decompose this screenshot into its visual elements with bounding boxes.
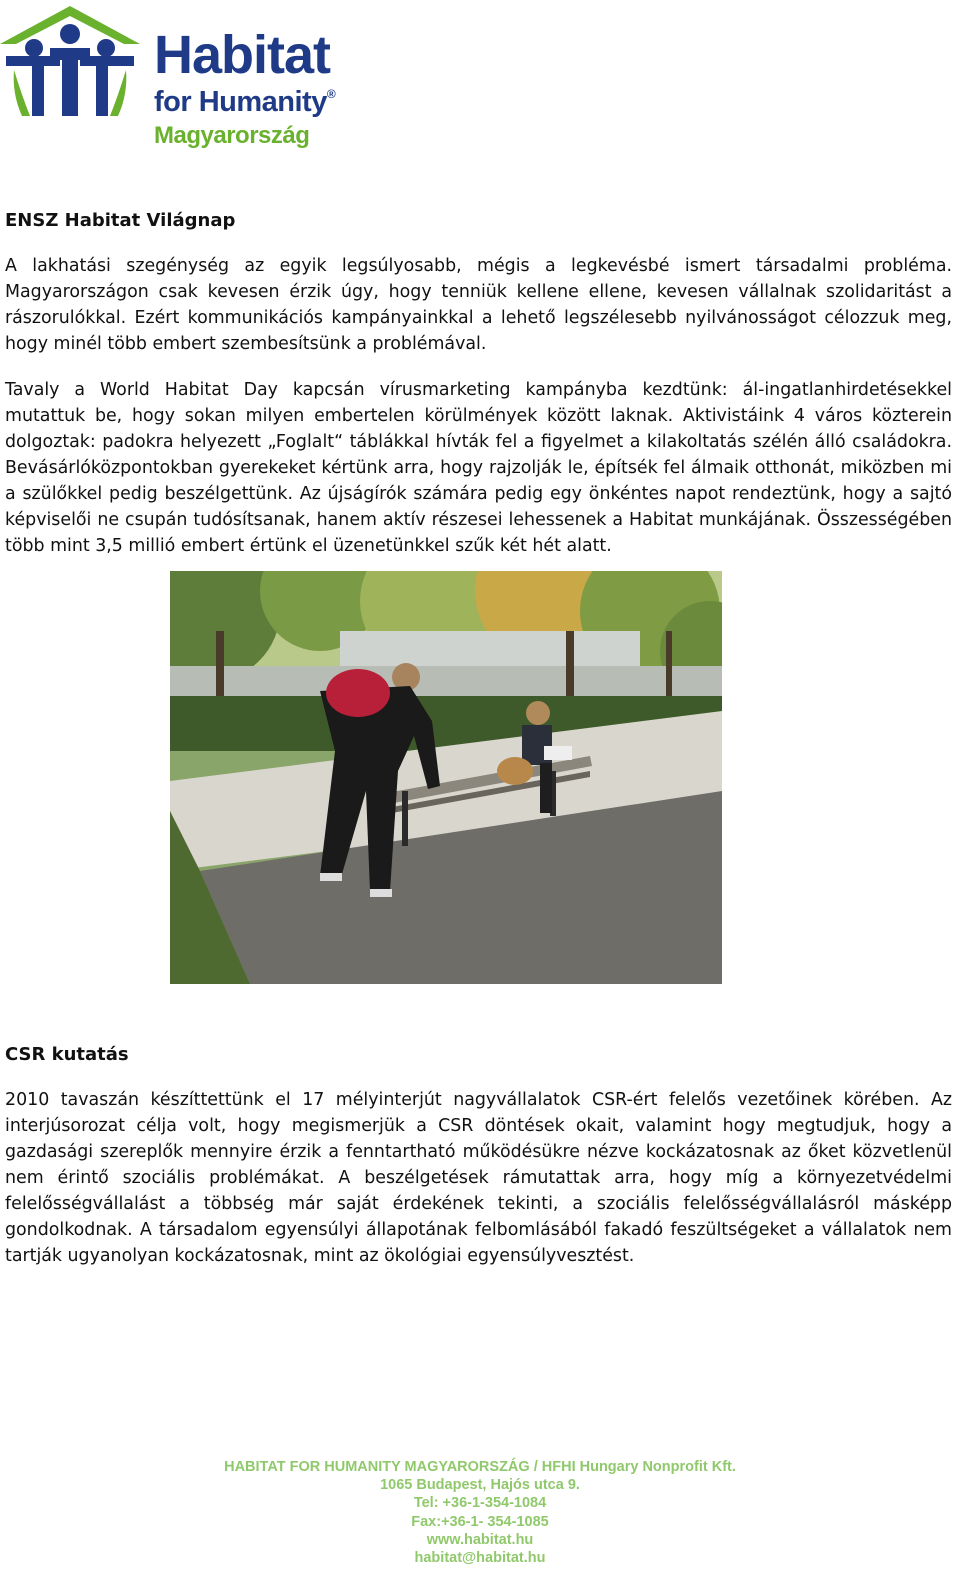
logo-text-for-humanity: for Humanity® bbox=[154, 86, 336, 118]
footer-fax: Fax:+36-1- 354-1085 bbox=[411, 1513, 549, 1530]
habitat-logo bbox=[0, 4, 360, 154]
paragraph-text: A lakhatási szegénység az egyik legsúlyosabb, mégis a legkevésbé ismert társadalmi probléma. Magyarországon csak kevesen érzik úgy, hogy tenniük kellene ellene, kevesen vállalnak szolidaritást a rászorulókkal. Ezért kommunikációs kampányainkkal a lehető legszélesebb nyilvánosságot célozzuk meg, hogy minél több embert szembesítsünk a problémával. bbox=[5, 256, 952, 354]
paragraph-text: Tavaly a World Habitat Day kapcsán vírusmarketing kampányba kezdtünk: ál-ingatlanhirdetésekkel mutattuk be, hogy sokan milyen embertelen körülmények között laknak. Aktivistáink 4 város közterein dolgoztak: padokra helyezett „Foglalt“ táblákkal hívták fel a figyelmet a kilakoltatás szélén álló családokra. Bevásárlóközpontokban gyerekeket kértünk arra, hogy rajzolják le, építsék fel álmaik otthonát, miközben mi a szülőkkel pedig beszélgettünk. Az újságírók számára pedig egy önkéntes napot rendeztünk, hogy a sajtó képviselői ne csupán tudósítsanak, hanem aktív részesei lehessenek a Habitat munkájának. Összességében több mint 3,5 millió embert értünk el üzenetünkkel szűk két hét alatt. bbox=[5, 380, 952, 556]
logo-text-country: Magyarország bbox=[154, 122, 310, 149]
section-csr-research bbox=[5, 1044, 952, 1065]
section-world-habitat-day bbox=[5, 210, 952, 231]
footer-phone: Tel: +36-1-354-1084 bbox=[413, 1495, 547, 1512]
footer-contact bbox=[0, 1458, 960, 1567]
footer-address: 1065 Budapest, Hajós utca 9. bbox=[380, 1477, 580, 1494]
paragraph-text: 2010 tavaszán készíttettünk el 17 mélyinterjút nagyvállalatok CSR-ért felelős vezetőinek körében. Az interjúsorozat célja volt, hogy megismerjük a CSR döntések okait, valamint hogy megtudjuk, hogy a gazdasági szereplők mennyire érzik a fenntartható működésükre nézve kockázatosnak az őket közvetlenül nem érintő szociális problémákat. A beszélgetések rámutattak arra, hogy míg a környezetvédelmi felelősségvállalást a többség már saját érdekének tekinti, a szociális felelősségvállalásról másképp gondolkodnak. A társadalom egyensúlyi állapotának felbomlásából fakadó feszültségeket a vállalatok nem tartják ugyanolyan kockázatosnak, mint az ökológiai egyensúlyvesztést. bbox=[5, 1090, 952, 1266]
footer-organization: HABITAT FOR HUMANITY MAGYARORSZÁG / HFHI Hungary Nonprofit Kft. bbox=[224, 1459, 736, 1475]
paragraph-3 bbox=[5, 1087, 952, 1269]
registered-mark: ® bbox=[326, 87, 336, 101]
section-title-world-habitat-day: ENSZ Habitat Világnap bbox=[5, 210, 236, 231]
park-bench-photo bbox=[170, 571, 722, 984]
footer-email-link[interactable]: habitat@habitat.hu bbox=[414, 1550, 546, 1567]
paragraph-1 bbox=[5, 253, 952, 357]
logo-text-habitat: Habitat bbox=[154, 25, 331, 85]
footer-website-link[interactable]: www.habitat.hu bbox=[426, 1531, 534, 1548]
paragraph-2 bbox=[5, 377, 952, 559]
section-title-csr-research: CSR kutatás bbox=[5, 1044, 129, 1065]
habitat-house-people-icon bbox=[0, 4, 150, 154]
